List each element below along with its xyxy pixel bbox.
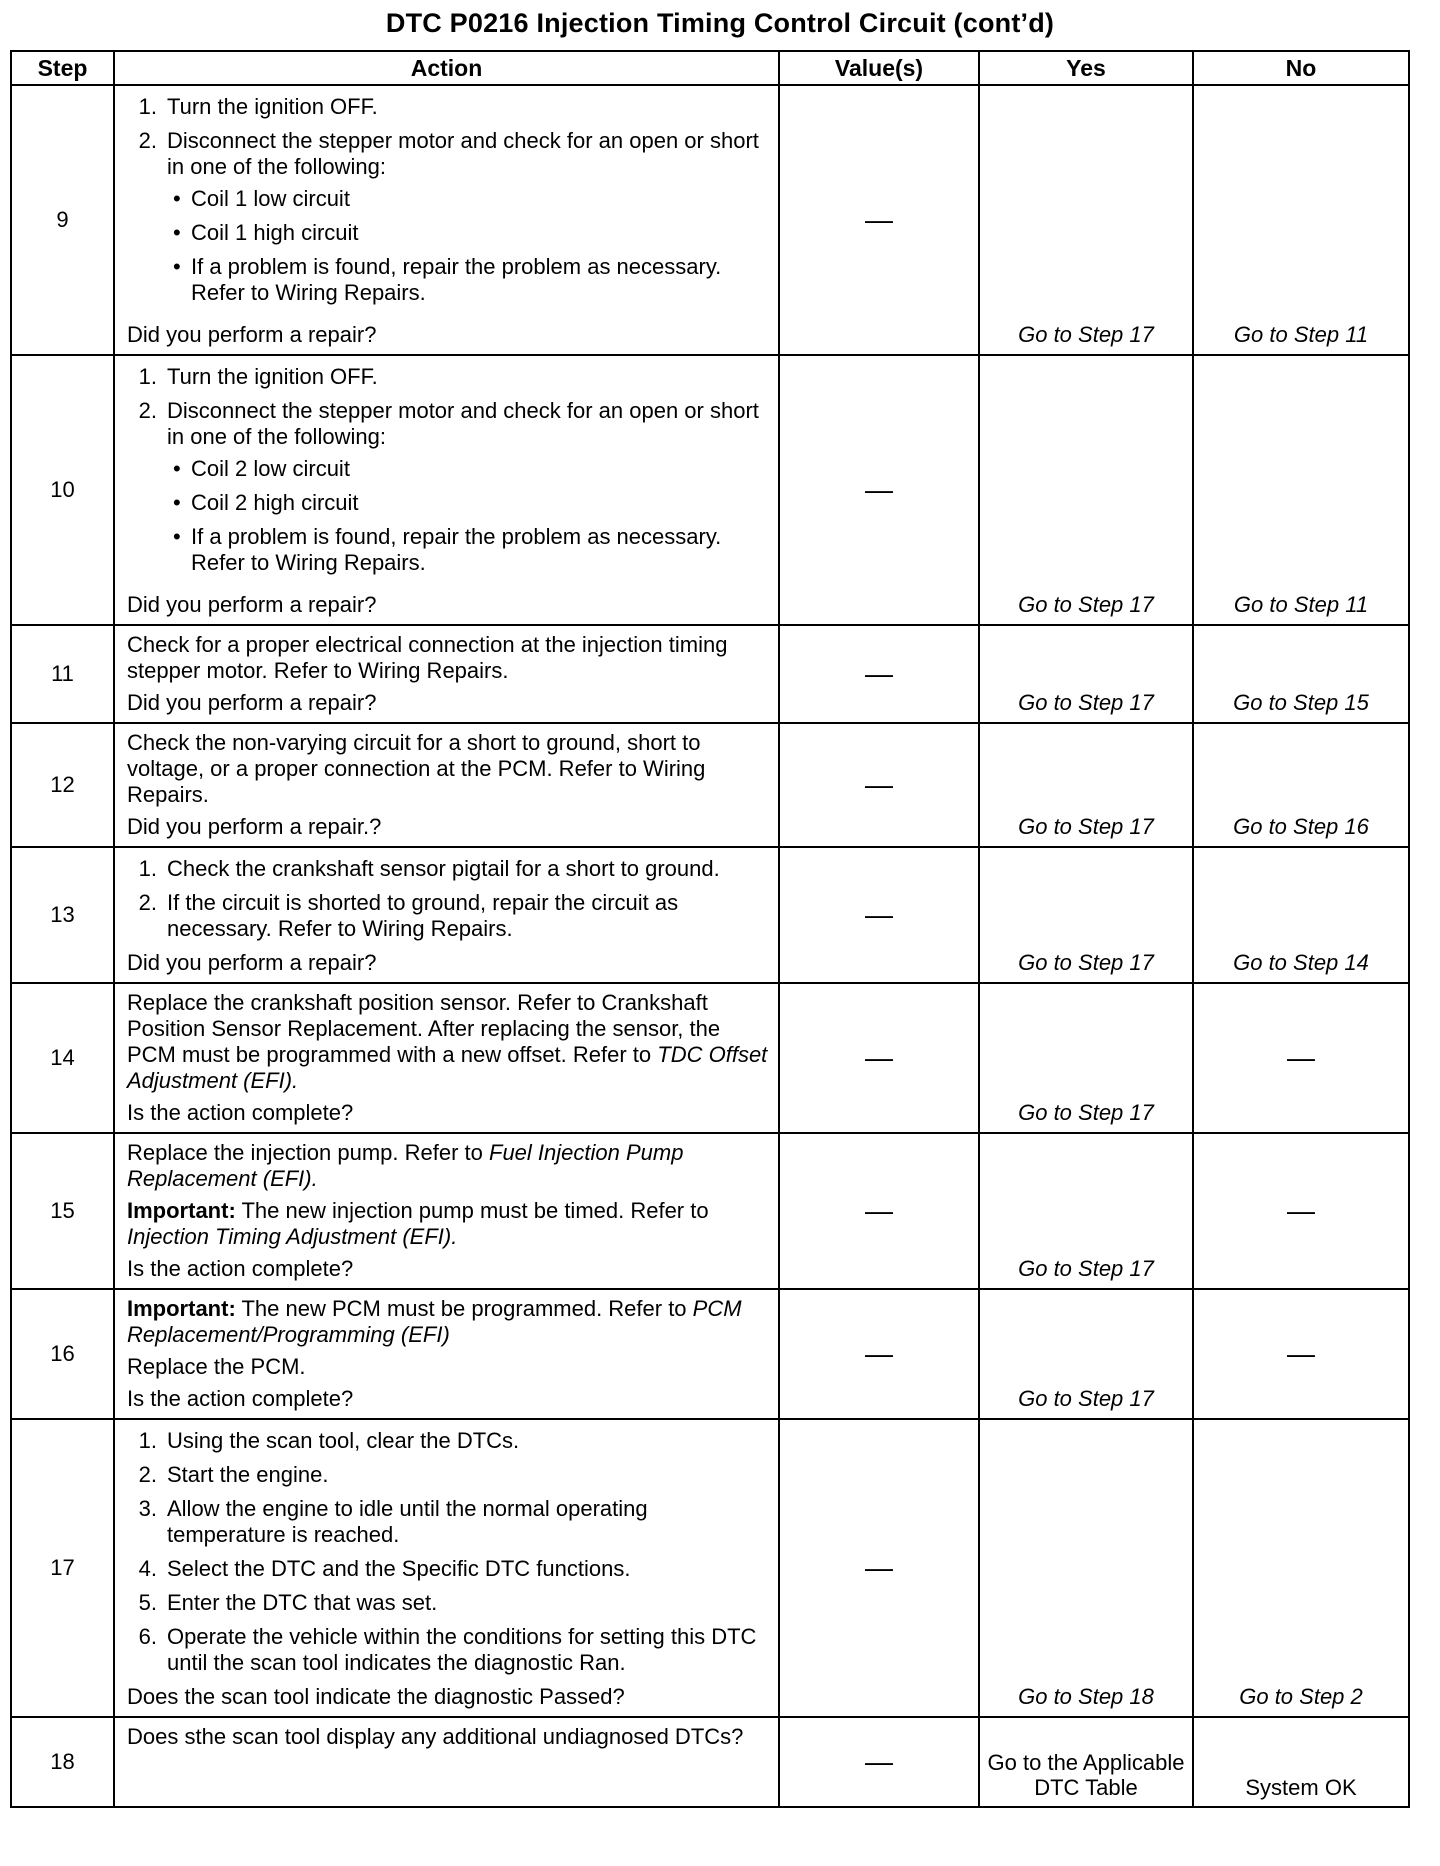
value-cell: — bbox=[779, 1289, 979, 1419]
list-item: • Coil 2 high circuit bbox=[173, 490, 359, 515]
column-header-yes: Yes bbox=[979, 51, 1193, 85]
column-header-step: Step bbox=[11, 51, 114, 85]
yes-cell: Go to Step 17 bbox=[979, 847, 1193, 983]
no-cell: Go to Step 14 bbox=[1193, 847, 1409, 983]
list-item: 6. Operate the vehicle within the conditions for setting this DTC until the scan tool indicates the diagnostic Ran. bbox=[138, 1624, 757, 1675]
action-question: Is the action complete? bbox=[127, 1100, 354, 1125]
step-number: 18 bbox=[11, 1717, 114, 1807]
list-item: • If a problem is found, repair the problem as necessary. Refer to Wiring Repairs. bbox=[173, 254, 722, 305]
action-cell bbox=[114, 85, 779, 355]
no-cell: Go to Step 11 bbox=[1193, 355, 1409, 625]
action-cell bbox=[114, 1133, 779, 1289]
column-header-value: Value(s) bbox=[779, 51, 979, 85]
table-row bbox=[11, 723, 1409, 847]
step-number: 13 bbox=[11, 847, 114, 983]
no-cell: System OK bbox=[1193, 1717, 1409, 1807]
table-row bbox=[11, 85, 1409, 355]
yes-cell: Go to Step 17 bbox=[979, 1289, 1193, 1419]
yes-cell: Go to the Applicable DTC Table bbox=[979, 1717, 1193, 1807]
list-item: 1. Using the scan tool, clear the DTCs. bbox=[138, 1428, 520, 1453]
list-item: 5. Enter the DTC that was set. bbox=[138, 1590, 438, 1615]
bullet-list bbox=[167, 456, 770, 576]
numbered-list bbox=[127, 1428, 770, 1676]
list-item: • Coil 2 low circuit bbox=[173, 456, 350, 481]
value-cell: — bbox=[779, 355, 979, 625]
action-cell bbox=[114, 1717, 779, 1807]
action-text: Does sthe scan tool display any additional undiagnosed DTCs? bbox=[127, 1724, 744, 1749]
table-row bbox=[11, 847, 1409, 983]
action-cell bbox=[114, 625, 779, 723]
action-text: Check for a proper electrical connection at the injection timing stepper motor. Refer to Wiring Repairs. bbox=[127, 632, 728, 683]
list-item: 1. Turn the ignition OFF. bbox=[138, 364, 378, 389]
reference-link-text: TDC Offset Adjustment (EFI). bbox=[127, 1042, 768, 1093]
step-number: 15 bbox=[11, 1133, 114, 1289]
numbered-list bbox=[127, 94, 770, 314]
column-header-action: Action bbox=[114, 51, 779, 85]
page-title: DTC P0216 Injection Timing Control Circuit (cont’d) bbox=[385, 8, 1055, 38]
no-cell: — bbox=[1193, 1289, 1409, 1419]
action-question: Did you perform a repair.? bbox=[127, 814, 382, 839]
list-item: 2. If the circuit is shorted to ground, repair the circuit as necessary. Refer to Wiring Repairs. bbox=[138, 890, 679, 941]
value-cell: — bbox=[779, 1419, 979, 1717]
table-header-row bbox=[11, 51, 1409, 85]
table-row bbox=[11, 625, 1409, 723]
action-question: Does the scan tool indicate the diagnostic Passed? bbox=[127, 1684, 625, 1709]
list-item: 2. Disconnect the stepper motor and check for an open or short in one of the following: • Coil 1 low circuit • Coil 1 high circuit • If a problem is found, repair the problem as necessary. Refer to Wiring Repairs. bbox=[127, 128, 770, 314]
action-question: Did you perform a repair? bbox=[127, 592, 377, 617]
action-question: Is the action complete? bbox=[127, 1256, 354, 1281]
table-row bbox=[11, 1717, 1409, 1807]
step-number: 12 bbox=[11, 723, 114, 847]
yes-cell: Go to Step 17 bbox=[979, 355, 1193, 625]
table-row bbox=[11, 1133, 1409, 1289]
yes-cell: Go to Step 17 bbox=[979, 983, 1193, 1133]
step-number: 10 bbox=[11, 355, 114, 625]
table-row bbox=[11, 355, 1409, 625]
value-cell: — bbox=[779, 983, 979, 1133]
list-item: • If a problem is found, repair the problem as necessary. Refer to Wiring Repairs. bbox=[173, 524, 722, 575]
list-item: 1. Turn the ignition OFF. bbox=[138, 94, 378, 119]
step-number: 11 bbox=[11, 625, 114, 723]
step-number: 17 bbox=[11, 1419, 114, 1717]
no-cell: Go to Step 16 bbox=[1193, 723, 1409, 847]
no-cell: — bbox=[1193, 1133, 1409, 1289]
reference-link-text: Fuel Injection Pump Replacement (EFI). bbox=[127, 1140, 684, 1191]
value-cell: — bbox=[779, 1717, 979, 1807]
list-item: • Coil 1 low circuit bbox=[173, 186, 350, 211]
value-cell: — bbox=[779, 847, 979, 983]
action-cell bbox=[114, 983, 779, 1133]
value-cell: — bbox=[779, 723, 979, 847]
numbered-list bbox=[127, 856, 770, 942]
action-text: Check the non-varying circuit for a short to ground, short to voltage, or a proper connection at the PCM. Refer to Wiring Repairs. bbox=[127, 730, 706, 807]
value-cell: — bbox=[779, 85, 979, 355]
step-number: 16 bbox=[11, 1289, 114, 1419]
yes-cell: Go to Step 17 bbox=[979, 723, 1193, 847]
list-item: 4. Select the DTC and the Specific DTC functions. bbox=[138, 1556, 631, 1581]
table-row bbox=[11, 983, 1409, 1133]
value-cell: — bbox=[779, 1133, 979, 1289]
step-number: 9 bbox=[11, 85, 114, 355]
action-question: Did you perform a repair? bbox=[127, 322, 377, 347]
action-text: Replace the crankshaft position sensor. Refer to Crankshaft Position Sensor Replacement. After replacing the sensor, the PCM must be programmed with a new offset. Refer to TDC Offset Adjustment (EFI). bbox=[127, 990, 768, 1093]
list-item: 1. Check the crankshaft sensor pigtail for a short to ground. bbox=[138, 856, 720, 881]
numbered-list bbox=[127, 364, 770, 584]
list-item: 2. Start the engine. bbox=[138, 1462, 329, 1487]
action-cell bbox=[114, 355, 779, 625]
column-header-no: No bbox=[1193, 51, 1409, 85]
diagnostic-table bbox=[10, 50, 1410, 1808]
action-question: Did you perform a repair? bbox=[127, 690, 377, 715]
bullet-list bbox=[167, 186, 770, 306]
important-note: Important: The new PCM must be programmed. Refer to PCM Replacement/Programming (EFI) bbox=[127, 1296, 742, 1347]
no-cell: — bbox=[1193, 983, 1409, 1133]
list-item: 3. Allow the engine to idle until the normal operating temperature is reached. bbox=[138, 1496, 648, 1547]
yes-cell: Go to Step 17 bbox=[979, 1133, 1193, 1289]
step-number: 14 bbox=[11, 983, 114, 1133]
action-cell bbox=[114, 1289, 779, 1419]
no-cell: Go to Step 11 bbox=[1193, 85, 1409, 355]
table-row bbox=[11, 1289, 1409, 1419]
value-cell: — bbox=[779, 625, 979, 723]
important-note: Important: The new injection pump must be timed. Refer to Injection Timing Adjustment (EFI). bbox=[127, 1198, 709, 1249]
action-text: Replace the PCM. bbox=[127, 1354, 306, 1379]
yes-cell: Go to Step 17 bbox=[979, 625, 1193, 723]
no-cell: Go to Step 2 bbox=[1193, 1419, 1409, 1717]
action-cell bbox=[114, 847, 779, 983]
list-item: 2. Disconnect the stepper motor and check for an open or short in one of the following: • Coil 2 low circuit • Coil 2 high circuit • If a problem is found, repair the problem as necessary. Refer to Wiring Repairs. bbox=[127, 398, 770, 584]
action-question: Did you perform a repair? bbox=[127, 950, 377, 975]
yes-cell: Go to Step 17 bbox=[979, 85, 1193, 355]
action-text: Replace the injection pump. Refer to Fuel Injection Pump Replacement (EFI). bbox=[127, 1140, 684, 1191]
yes-cell: Go to Step 18 bbox=[979, 1419, 1193, 1717]
action-question: Is the action complete? bbox=[127, 1386, 354, 1411]
table-row bbox=[11, 1419, 1409, 1717]
no-cell: Go to Step 15 bbox=[1193, 625, 1409, 723]
action-cell bbox=[114, 723, 779, 847]
action-cell bbox=[114, 1419, 779, 1717]
list-item: • Coil 1 high circuit bbox=[173, 220, 359, 245]
